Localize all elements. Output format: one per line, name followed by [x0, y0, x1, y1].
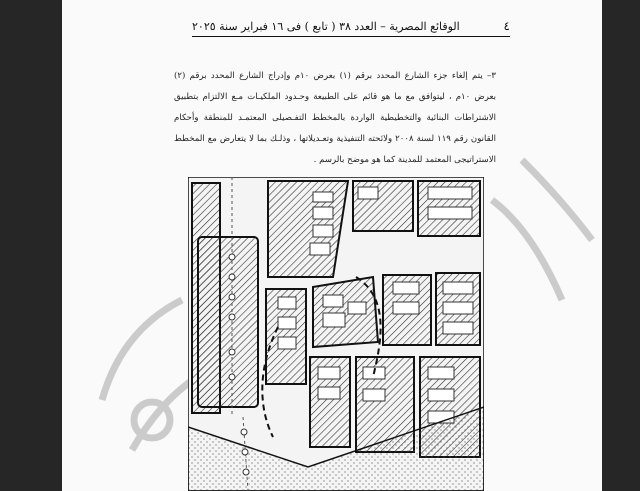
decree-paragraph: ٣– يتم إلغاء جزء الشارع المحدد برقم (١) بعرض ١٠م وإدراج الشارع المحدد برقم (٢) بعرض ١٠م ، ليتوافق مع ما هو قائم على الطبيعة وحـدود الملكيـات مـع الالتزام بتطبيق الاشتراطات البنائية والتخطيطية الواردة بالمخطط التفـصيلى المعتمـد للمنطقة وأحكام القانون رقم ١١٩ لسنة ٢٠٠٨ ولائحته التنفيذية وتعـديلاتها ، وذلـك بما لا يتعارض مع المخطط الاستراتيجى المعتمد للمدينة كما هو موضح بالرسم .	[174, 71, 497, 165]
page-number: ٤	[503, 19, 510, 33]
cadastral-plan-map	[188, 177, 484, 491]
gazette-title: الوقائع المصرية – العدد ٣٨ ( تابع ) فى ١٦ فبراير سنة ٢٠٢٥	[192, 20, 460, 33]
document-page	[62, 0, 602, 491]
page-header	[192, 19, 510, 37]
